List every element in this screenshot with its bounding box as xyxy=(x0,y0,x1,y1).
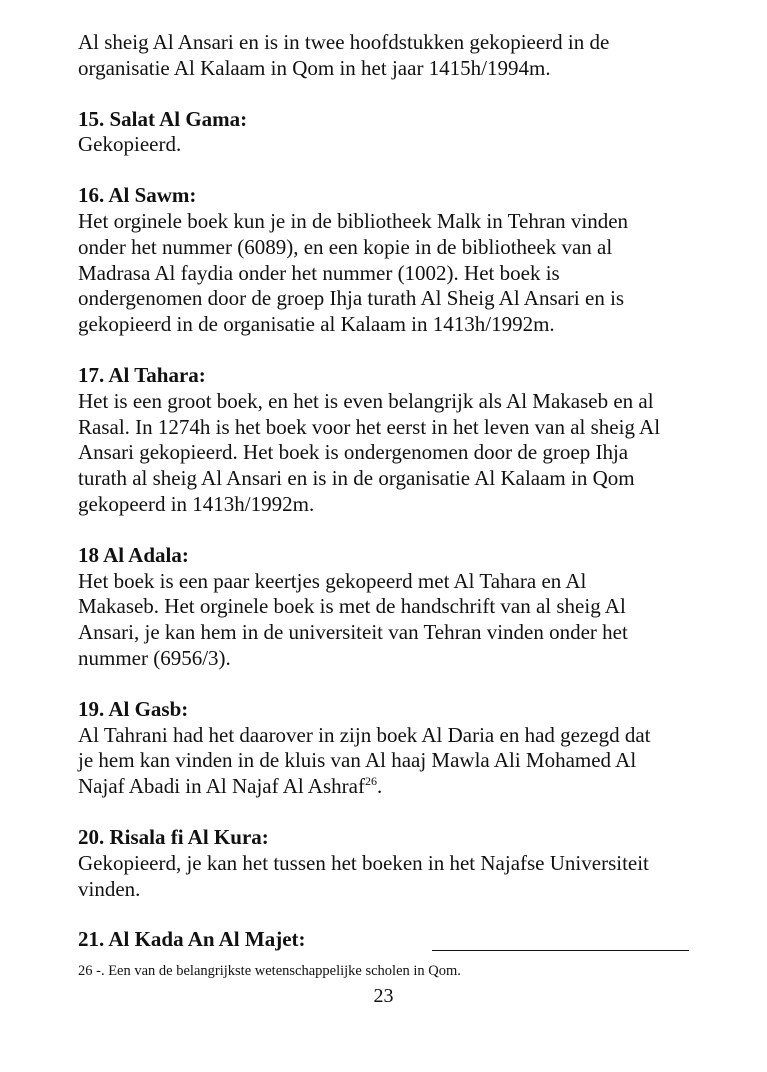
text-line: Het boek is een paar keertjes gekopeerd met Al Tahara en Al xyxy=(78,568,587,593)
section-al-tahara xyxy=(78,363,698,518)
footnote-divider xyxy=(432,950,689,951)
section-salat-al-gama xyxy=(78,107,698,159)
text-line: turath al sheig Al Ansari en is in de organisatie Al Kalaam in Qom xyxy=(78,466,635,491)
text-line-with-footnote xyxy=(78,774,698,800)
text-fragment: Najaf Abadi in Al Najaf Al Ashraf xyxy=(78,774,365,799)
section-heading: 16. Al Sawm: xyxy=(78,183,197,208)
section-heading: 17. Al Tahara: xyxy=(78,362,206,387)
section-al-gasb xyxy=(78,697,698,800)
text-line: vinden. xyxy=(78,876,141,901)
text-line: ondergenomen door de groep Ihja turath Al Sheig Al Ansari en is xyxy=(78,286,625,311)
section-heading: 15. Salat Al Gama: xyxy=(78,106,248,131)
text-line: je hem kan vinden in de kluis van Al haaj Mawla Ali Mohamed Al xyxy=(78,748,637,773)
text-line: onder het nummer (6089), en een kopie in de bibliotheek van al xyxy=(78,234,613,259)
text-line: Het is een groot boek, en het is even belangrijk als Al Makaseb en al xyxy=(78,388,654,413)
footnote: 26 -. Een van de belangrijkste wetenschappelijke scholen in Qom. xyxy=(78,963,461,979)
text-line: Het orginele boek kun je in de bibliotheek Malk in Tehran vinden xyxy=(78,208,629,233)
text-line: gekopeerd in 1413h/1992m. xyxy=(78,491,315,516)
text-line: Gekopieerd. xyxy=(78,132,182,157)
section-al-adala xyxy=(78,543,698,672)
text-line: Gekopieerd, je kan het tussen het boeken in het Najafse Universiteit xyxy=(78,850,649,875)
text-line: Al Tahrani had het daarover in zijn boek Al Daria en had gezegd dat xyxy=(78,722,651,747)
section-heading: 19. Al Gasb: xyxy=(78,696,189,721)
footnote-reference[interactable]: 26 xyxy=(364,774,377,789)
text-line: Ansari gekopieerd. Het boek is ondergenomen door de groep Ihja xyxy=(78,440,629,465)
text-line: nummer (6956/3). xyxy=(78,645,231,670)
text-line: Rasal. In 1274h is het boek voor het eerst in het leven van al sheig Al xyxy=(78,414,661,439)
text-line: gekopieerd in de organisatie al Kalaam in 1413h/1992m. xyxy=(78,312,555,337)
text-line: Makaseb. Het orginele boek is met de handschrift van al sheig Al xyxy=(78,594,626,619)
text-line: Ansari, je kan hem in de universiteit van Tehran vinden onder het xyxy=(78,620,628,645)
intro-paragraph xyxy=(78,30,698,82)
section-heading: 18 Al Adala: xyxy=(78,542,189,567)
text-line: Madrasa Al faydia onder het nummer (1002). Het boek is xyxy=(78,260,560,285)
page-number: 23 xyxy=(373,985,394,1007)
section-al-sawm xyxy=(78,183,698,338)
section-heading: 21. Al Kada An Al Majet: xyxy=(78,927,306,952)
page-body xyxy=(78,30,698,953)
text-line: organisatie Al Kalaam in Qom in het jaar 1415h/1994m. xyxy=(78,55,551,80)
section-heading: 20. Risala fi Al Kura: xyxy=(78,824,269,849)
text-fragment: . xyxy=(376,774,383,799)
text-line: Al sheig Al Ansari en is in twee hoofdstukken gekopieerd in de xyxy=(78,30,610,54)
section-risala-fi-al-kura xyxy=(78,825,698,902)
